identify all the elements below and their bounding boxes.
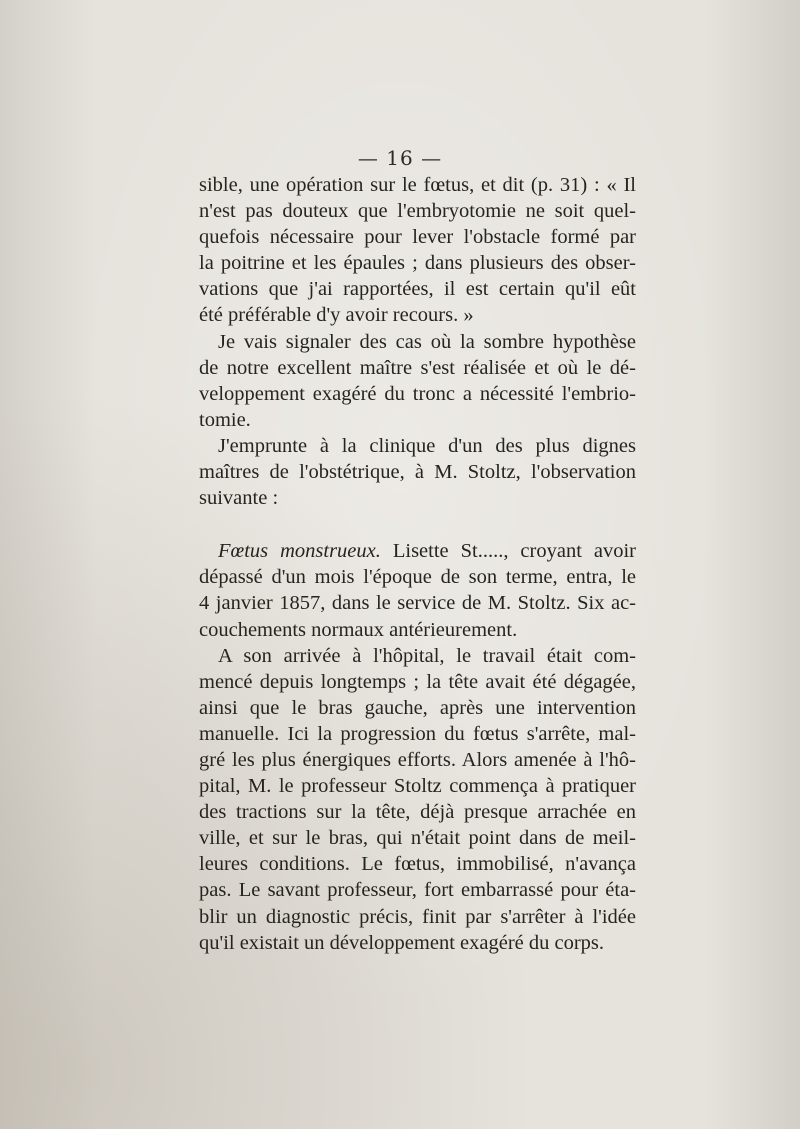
paragraph-4	[199, 538, 636, 642]
text-line: qu'il existait un développement exagéré du corps.	[199, 931, 605, 954]
text-line: A son arrivée à l'hôpital, le travail était com-	[218, 644, 636, 667]
paragraph-spacer	[199, 511, 636, 538]
body-text	[199, 172, 636, 956]
text-line: suivante :	[199, 487, 279, 510]
text-line: de notre excellent maître s'est réalisée et où le dé-	[199, 356, 636, 379]
text-line: pas. Le savant professeur, fort embarrassé pour éta-	[199, 879, 636, 902]
text-line: maîtres de l'obstétrique, à M. Stoltz, l'observation	[199, 461, 636, 484]
text-line: J'emprunte à la clinique d'un des plus dignes	[218, 434, 636, 457]
text-line: pital, M. le professeur Stoltz commença à pratiquer	[199, 775, 636, 798]
text-line: été préférable d'y avoir recours. »	[199, 304, 474, 327]
paragraph-2	[199, 329, 636, 433]
text-line: couchements normaux antérieurement.	[199, 618, 518, 641]
text-line: la poitrine et les épaules ; dans plusieurs des obser-	[199, 252, 636, 275]
text-line: quefois nécessaire pour lever l'obstacle formé par	[199, 226, 636, 249]
text-line: Je vais signaler des cas où la sombre hypothèse	[218, 330, 636, 353]
text-line-rest: Lisette St....., croyant avoir	[380, 540, 636, 563]
text-line: 4 janvier 1857, dans le service de M. Stoltz. Six ac-	[199, 592, 636, 615]
text-line: ainsi que le bras gauche, après une intervention	[199, 696, 636, 719]
observation-title: Fœtus monstrueux.	[218, 540, 381, 563]
paragraph-5	[199, 643, 636, 956]
text-line: blir un diagnostic précis, finit par s'arrêter à l'idée	[199, 905, 636, 928]
text-line: ville, et sur le bras, qui n'était point dans de meil-	[199, 827, 636, 850]
text-line: gré les plus énergiques efforts. Alors amenée à l'hô-	[199, 748, 636, 771]
text-line: tomie.	[199, 408, 251, 431]
text-line: leures conditions. Le fœtus, immobilisé, n'avança	[199, 853, 636, 876]
page-number: — 16 —	[357, 146, 443, 170]
text-line: dépassé d'un mois l'époque de son terme, entra, le	[199, 566, 636, 589]
paragraph-1	[199, 172, 636, 329]
text-line: vations que j'ai rapportées, il est certain qu'il eût	[199, 278, 636, 301]
text-line: n'est pas douteux que l'embryotomie ne soit quel-	[199, 200, 636, 223]
text-line: manuelle. Ici la progression du fœtus s'arrête, mal-	[199, 722, 636, 745]
paragraph-3	[199, 433, 636, 511]
text-line: des tractions sur la tête, déjà presque arrachée en	[199, 801, 636, 824]
text-line: sible, une opération sur le fœtus, et dit (p. 31) : « Il	[199, 174, 636, 196]
text-line	[199, 538, 636, 564]
text-line: veloppement exagéré du tronc a nécessité l'embrio-	[199, 382, 636, 405]
text-line: mencé depuis longtemps ; la tête avait été dégagée,	[199, 670, 636, 693]
